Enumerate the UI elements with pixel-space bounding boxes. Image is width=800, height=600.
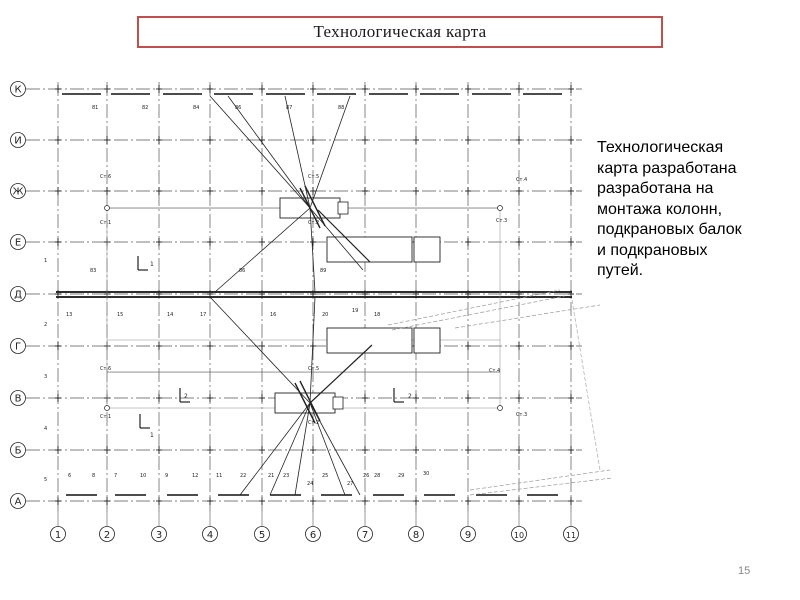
element-label: 20	[322, 312, 329, 318]
element-label: 24	[307, 481, 314, 487]
description-line: подкрановых балок	[597, 221, 742, 238]
row-axis-label: Б	[14, 445, 22, 457]
description-line: и подкрановых	[597, 241, 708, 259]
plan-details	[55, 85, 612, 505]
row-axis-label: Ж	[12, 186, 24, 198]
column-axis-label: 10	[513, 531, 525, 540]
crane-stop-label: Ст.6	[100, 174, 112, 180]
stored-element-outline	[470, 478, 612, 495]
element-label: 84	[193, 105, 200, 111]
truck-cab	[414, 328, 440, 353]
element-label: 28	[374, 473, 381, 479]
element-label: 25	[322, 473, 329, 479]
crane-stop-label: Ст.3	[516, 412, 528, 418]
element-label: 83	[90, 268, 97, 274]
column-axis-labels	[51, 512, 579, 542]
column-axis-label: 1	[54, 530, 62, 541]
crane-stop-point	[498, 206, 503, 211]
slide-title	[137, 16, 663, 48]
crane-path-frame	[107, 208, 500, 408]
element-label: 86	[239, 268, 246, 274]
boom-reach-line	[270, 403, 310, 495]
side-mark-label: 2	[44, 322, 48, 328]
element-label: 18	[374, 312, 381, 318]
stored-element-outline	[470, 470, 610, 490]
element-label: 6	[68, 473, 72, 479]
element-label: 21	[268, 473, 275, 479]
column-axis-label: 11	[565, 531, 577, 540]
boom-reach-line	[310, 403, 345, 495]
element-label: 87	[286, 105, 293, 111]
stored-element-outline	[572, 300, 600, 470]
side-mark-label: 5	[44, 477, 48, 483]
element-label: 12	[192, 473, 199, 479]
description-line: путей.	[597, 262, 644, 279]
column-axis-label: 9	[464, 530, 472, 541]
element-label: 14	[167, 312, 174, 318]
crane-stop-point	[498, 406, 503, 411]
section-mark-label: 2	[184, 393, 188, 400]
crane-stop-label: Ст.2	[308, 220, 320, 226]
stored-element-outline	[388, 290, 560, 325]
element-label: 8	[92, 473, 96, 479]
crane-stop-label: Ст.4	[516, 177, 528, 183]
description-line: монтажа колонн,	[597, 200, 723, 218]
boom-reach-line	[215, 208, 310, 292]
stored-element-outline	[455, 305, 600, 328]
description-line: разработана на	[597, 180, 714, 197]
crane-stop-label: Ст.4	[489, 368, 501, 374]
crane-stop-label: Ст.5	[308, 366, 320, 372]
element-label: 89	[320, 268, 327, 274]
column-axis-label: 4	[206, 530, 214, 541]
row-axis-label: В	[14, 393, 22, 405]
section-mark-label: 2	[408, 393, 412, 400]
crane-stop-point	[105, 206, 110, 211]
column-axis-label: 3	[155, 530, 163, 541]
element-label: 27	[347, 481, 354, 487]
element-label: 17	[200, 312, 207, 318]
row-axis-label: Г	[14, 341, 22, 353]
element-label: 30	[423, 471, 430, 477]
element-label: 22	[240, 473, 247, 479]
row-axis-label: К	[14, 84, 22, 96]
crane-stop-label: Ст.6	[100, 366, 112, 372]
element-label: 26	[363, 473, 370, 479]
column-axis-label: 2	[103, 530, 111, 541]
stored-element-outline	[392, 296, 565, 330]
row-axis-label: А	[14, 496, 22, 508]
element-label: 7	[114, 473, 118, 479]
element-label: 15	[117, 312, 124, 318]
boom-reach-line	[310, 297, 315, 403]
side-mark-label: 4	[44, 426, 48, 432]
slide-title-text: Технологическая карта	[313, 22, 487, 41]
column-axis-label: 7	[361, 530, 369, 541]
element-label: 86	[235, 105, 242, 111]
description-line: Технологическая	[597, 139, 724, 156]
row-axis-label: И	[14, 135, 22, 147]
row-axis-label: Е	[14, 237, 22, 249]
element-label: 88	[338, 105, 345, 111]
crane-stop-label: Ст.1	[100, 220, 112, 226]
element-label: 13	[66, 312, 73, 318]
truck-cab	[414, 237, 440, 262]
element-label: 9	[165, 473, 169, 479]
row-axis-labels	[11, 82, 26, 509]
element-label: 82	[142, 105, 149, 111]
element-label: 23	[283, 473, 290, 479]
side-mark-label: 1	[44, 258, 48, 264]
crane-stop-label: Ст.1	[100, 414, 112, 420]
element-label: 10	[140, 473, 147, 479]
side-mark-label: 3	[44, 374, 48, 380]
row-axis-label: Д	[14, 289, 22, 301]
column-axis-label: 6	[309, 530, 317, 541]
element-label: 81	[92, 105, 99, 111]
description-line: карта разработана	[597, 159, 737, 177]
truck-trailer	[327, 328, 412, 353]
element-labels	[44, 105, 527, 487]
section-mark-label: 1	[150, 432, 154, 439]
boom-reach-line	[240, 403, 310, 495]
element-label: 29	[398, 473, 405, 479]
boom-arm	[310, 345, 372, 403]
crane-stop-label: Ст.5	[308, 174, 320, 180]
element-label: 19	[352, 308, 359, 314]
crane-stop-point	[105, 406, 110, 411]
truck-trailer	[327, 237, 412, 262]
section-mark-label: 1	[150, 261, 154, 268]
crane-beams	[56, 94, 572, 495]
slide-description	[597, 138, 797, 282]
element-label: 11	[216, 473, 223, 479]
crane-cab	[338, 202, 348, 214]
page-number: 15	[738, 565, 751, 577]
crane-stop-label: Ст.3	[496, 218, 508, 224]
column-axis-label: 8	[412, 530, 420, 541]
column-axis-label: 5	[258, 530, 266, 541]
crane-stop-label: Ст.2	[308, 420, 320, 426]
boom-reach-line	[210, 297, 310, 403]
crane-cab	[333, 397, 343, 409]
element-label: 16	[270, 312, 277, 318]
